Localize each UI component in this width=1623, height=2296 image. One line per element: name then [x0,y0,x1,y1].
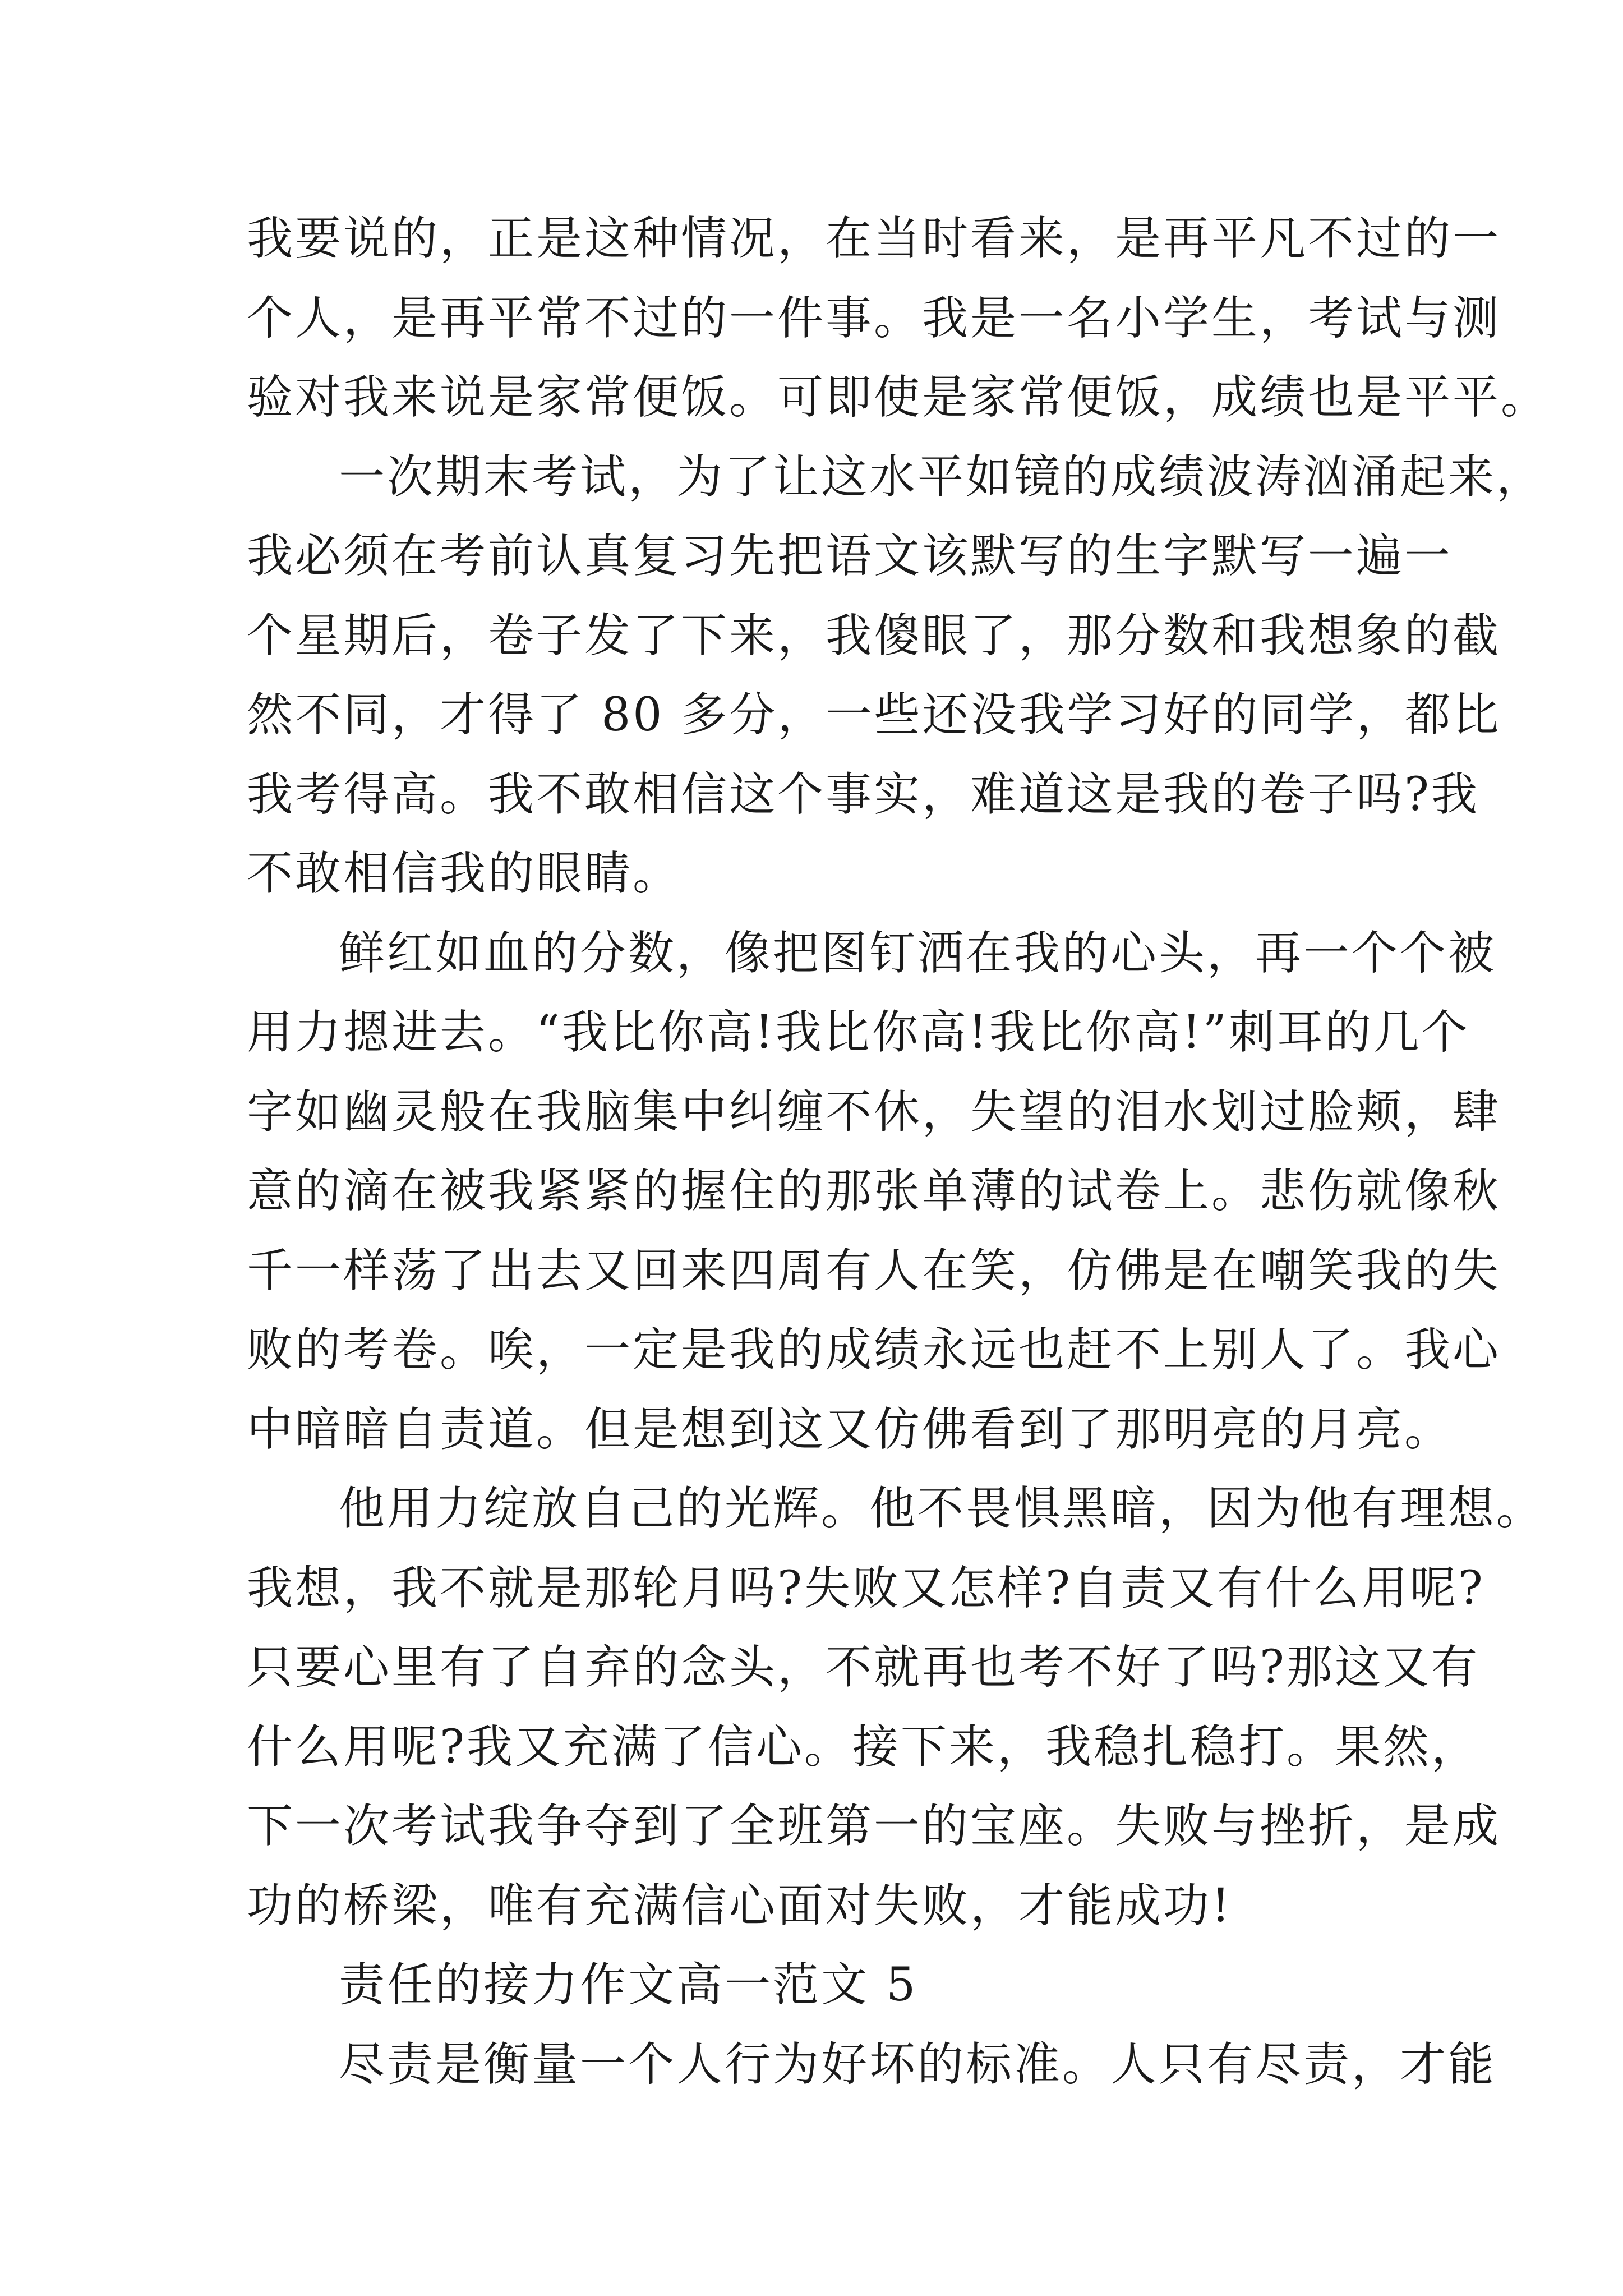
text-line: 个人，是再平常不过的一件事。我是一名小学生，考试与测 [247,291,1501,345]
paragraph-start-line: 尽责是衡量一个人行为好坏的标准。人只有尽责，才能 [339,2037,1497,2091]
text-line: 什么用呢?我又充满了信心。接下来，我稳扎稳打。果然， [247,1720,1479,1774]
text-line: 我要说的，正是这种情况，在当时看来，是再平凡不过的一 [247,212,1501,265]
essay-body [247,199,1550,2104]
text-line: 我考得高。我不敢相信这个事实，难道这是我的卷子吗?我 [247,767,1479,821]
section-heading: 责任的接力作文高一范文 5 [339,1958,918,2012]
text-line: 意的滴在被我紧紧的握住的那张单薄的试卷上。悲伤就像秋 [247,1165,1501,1218]
paragraph-start-line: 鲜红如血的分数，像把图钉洒在我的心头，再一个个被 [339,926,1497,980]
text-line: 字如幽灵般在我脑集中纠缠不休，失望的泪水划过脸颊，肆 [247,1085,1501,1139]
text-line: 用力摁进去。“我比你高!我比你高!我比你高!”刺耳的几个 [247,1006,1470,1059]
paragraph-start-line: 一次期末考试，为了让这水平如镜的成绩波涛汹涌起来， [339,450,1545,504]
text-line: 千一样荡了出去又回来四周有人在笑，仿佛是在嘲笑我的失 [247,1244,1501,1297]
text-line: 中暗暗自责道。但是想到这又仿佛看到了那明亮的月亮。 [247,1402,1453,1456]
text-line: 只要心里有了自弃的念头，不就再也考不好了吗?那这又有 [247,1641,1479,1694]
text-line: 个星期后，卷子发了下来，我傻眼了，那分数和我想象的截 [247,609,1501,662]
text-line: 不敢相信我的眼睛。 [247,847,681,900]
text-line: 下一次考试我争夺到了全班第一的宝座。失败与挫折，是成 [247,1800,1501,1853]
text-line: 我必须在考前认真复习先把语文该默写的生字默写一遍一 [247,530,1453,583]
text-line: 我想，我不就是那轮月吗?失败又怎样?自责又有什么用呢? [247,1561,1485,1615]
text-line: 败的考卷。唉，一定是我的成绩永远也赶不上别人了。我心 [247,1323,1501,1377]
text-line: 然不同，才得了 80 多分，一些还没我学习好的同学，都比 [247,688,1501,742]
paragraph-start-line: 他用力绽放自己的光辉。他不畏惧黑暗，因为他有理想。 [339,1482,1545,1535]
text-line: 验对我来说是家常便饭。可即使是家常便饭，成绩也是平平。 [247,371,1550,424]
text-line: 功的桥梁，唯有充满信心面对失败，才能成功! [247,1879,1232,1932]
